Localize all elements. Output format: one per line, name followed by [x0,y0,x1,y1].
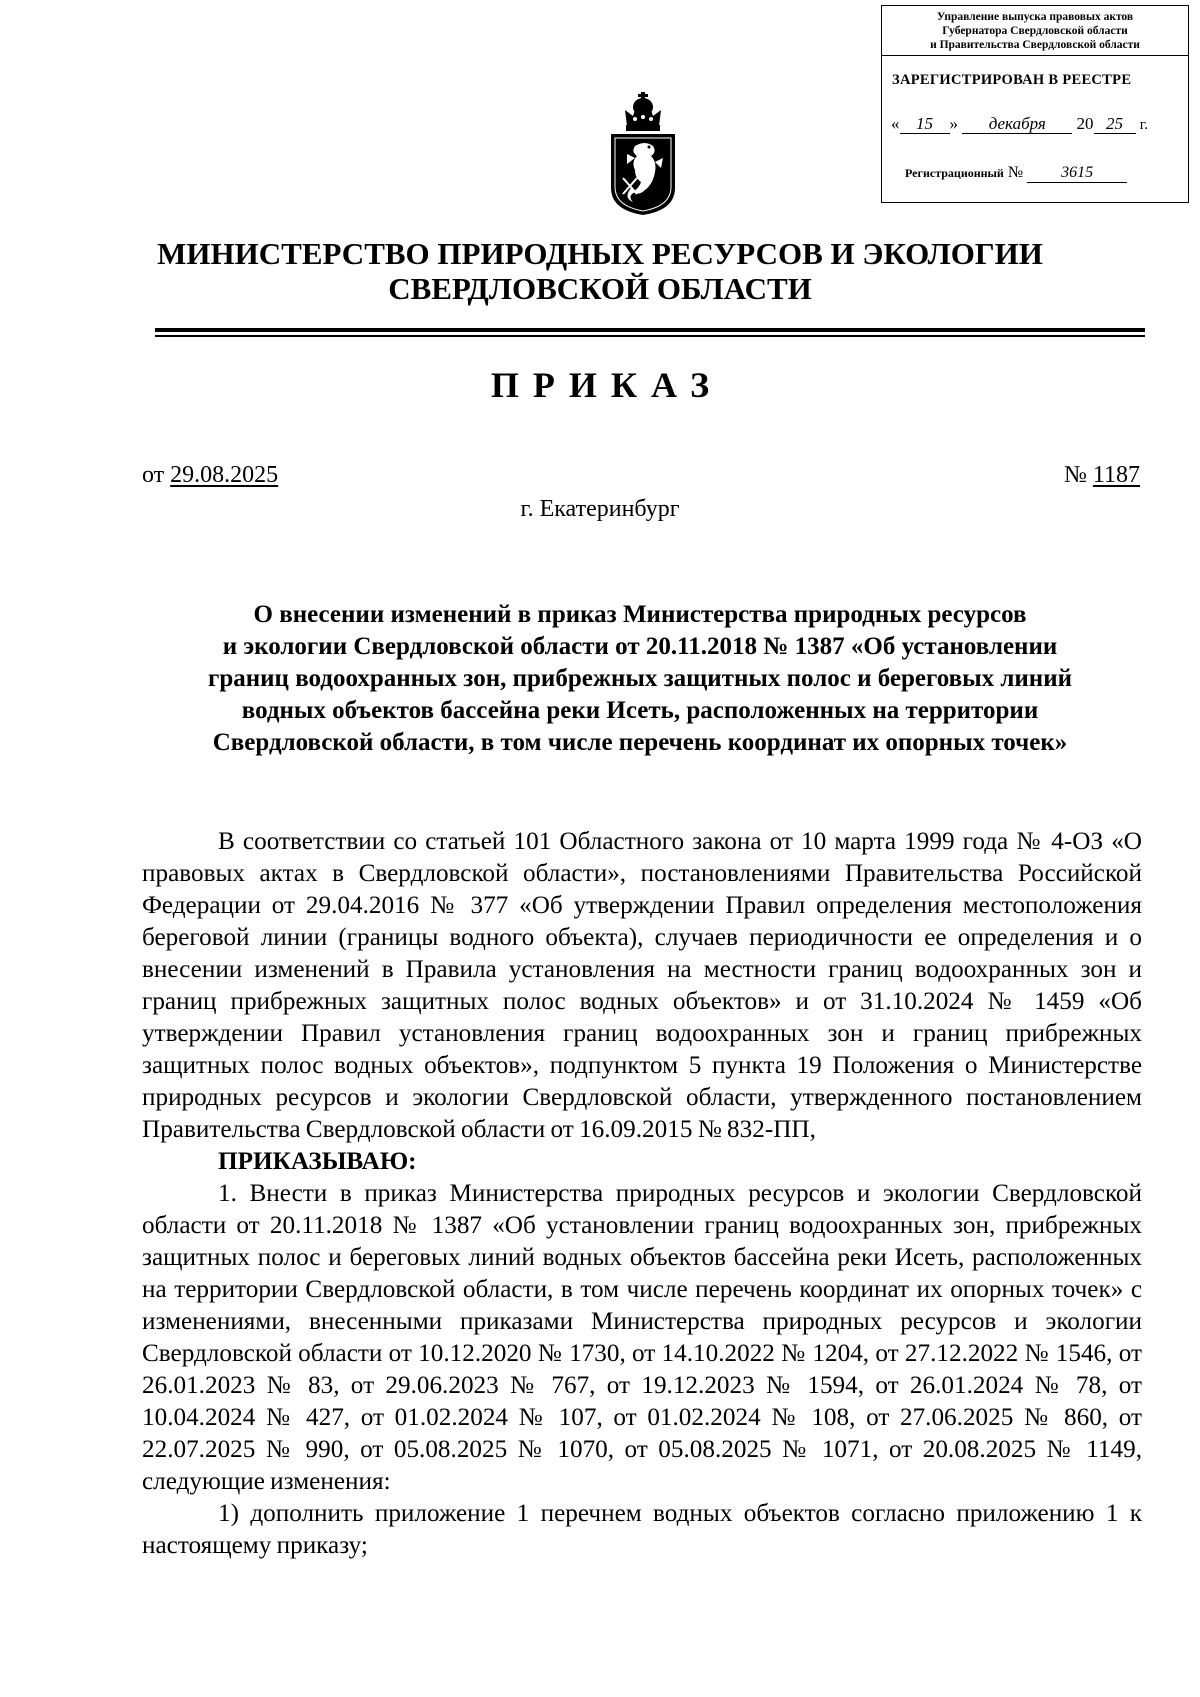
document-body [142,826,1142,1562]
stamp-year-abbr: г. [1139,117,1148,133]
stamp-year: 25 [1094,115,1136,134]
header-rule-thin [155,335,1145,337]
stamp-year-prefix: 20 [1076,114,1094,133]
stamp-org-line3: и Правительства Свердловской области [930,39,1140,51]
subject-line4: водных объектов бассейна реки Исеть, расположенных на территории [241,697,1039,724]
stamp-reg-sign: № [1007,164,1024,181]
city: г. Екатеринбург [520,496,680,522]
decree-word: ПРИКАЗЫВАЮ: [218,1148,417,1175]
number-value: 1187 [1092,462,1140,488]
date-prefix: от [142,462,165,488]
order-number [1064,462,1140,489]
header-rule-thick [155,328,1145,332]
coat-of-arms-icon [605,92,681,216]
stamp-month: декабря [962,115,1072,134]
date-value: 29.08.2025 [170,462,279,488]
stamp-header [882,6,1188,56]
subject-line3: границ водоохранных зон, прибрежных защитных полос и береговых линий [207,665,1073,692]
stamp-registered-label: ЗАРЕГИСТРИРОВАН В РЕЕСТРЕ [892,72,1132,88]
stamp-quote-open: « [891,114,900,133]
preamble-paragraph: В соответствии со статьей 101 Областного закона от 10 марта 1999 года № 4-ОЗ «О правовых актах в Свердловской области», постановлениями Правительства Российской Федерации от 29.04.2016 № 377 «Об утверждении Правил определения местоположения береговой линии (границы водного объекта), случаев периодичности ее определения и о внесении изменений в Правила установления на местности границ водоохранных зон и границ прибрежных защитных полос водных объектов» и от 31.10.2024 № 1459 «Об утверждении Правил установления границ водоохранных зон и границ прибрежных защитных полос водных объектов», подпунктом 5 пункта 19 Положения о Министерстве природных ресурсов и экологии Свердловской области, утвержденного постановлением Правительства Свердловской области от 16.09.2015 № 832-ПП, [142,828,1142,1143]
stamp-org-line2: Губернатора Свердловской области [942,25,1128,37]
subject-line1: О внесении изменений в приказ Министерства природных ресурсов [253,601,1027,628]
document-type: ПРИКАЗ [490,365,724,405]
registration-stamp [881,5,1189,203]
stamp-reg-number: 3615 [1027,164,1127,183]
number-prefix: № [1063,462,1087,488]
stamp-reg-number-row [905,164,1127,183]
subject-line2: и экологии Свердловской области от 20.11.2018 № 1387 «Об установлении [222,633,1058,660]
stamp-org-line1: Управление выпуска правовых актов [936,11,1134,23]
ministry-line1: МИНИСТЕРСТВО ПРИРОДНЫХ РЕСУРСОВ И ЭКОЛОГИИ [157,236,1043,271]
item-1-paragraph: 1. Внести в приказ Министерства природных ресурсов и экологии Свердловской области от 20.11.2018 № 1387 «Об установлении границ водоохранных зон, прибрежных защитных полос и береговых линий водных объектов бассейна реки Исеть, расположенных на территории Свердловской области, в том числе перечень координат их опорных точек» с изменениями, внесенными приказами Министерства природных ресурсов и экологии Свердловской области от 10.12.2020 № 1730, от 14.10.2022 № 1204, от 27.12.2022 № 1546, от 26.01.2023 № 83, от 29.06.2023 № 767, от 19.12.2023 № 1594, от 26.01.2024 № 78, от 10.04.2024 № 427, от 01.02.2024 № 107, от 01.02.2024 № 108, от 27.06.2025 № 860, от 22.07.2025 № 990, от 05.08.2025 № 1070, от 05.08.2025 № 1071, от 20.08.2025 № 1149, следующие изменения: [142,1180,1142,1495]
item-1-1-paragraph: 1) дополнить приложение 1 перечнем водных объектов согласно приложению 1 к настоящему приказу; [142,1500,1142,1559]
crown-icon [625,92,661,131]
stamp-day: 15 [900,115,950,134]
stamp-date [891,114,1148,134]
ministry-line2: СВЕРДЛОВСКОЙ ОБЛАСТИ [388,271,812,306]
order-date [142,462,278,489]
ministry-name [100,236,1100,306]
subject-line5: Свердловской области, в том числе перечень координат их опорных точек» [212,729,1068,756]
stamp-quote-close: » [949,114,958,133]
stamp-reg-label: Регистрационный [905,166,1004,180]
order-subject [140,599,1140,759]
